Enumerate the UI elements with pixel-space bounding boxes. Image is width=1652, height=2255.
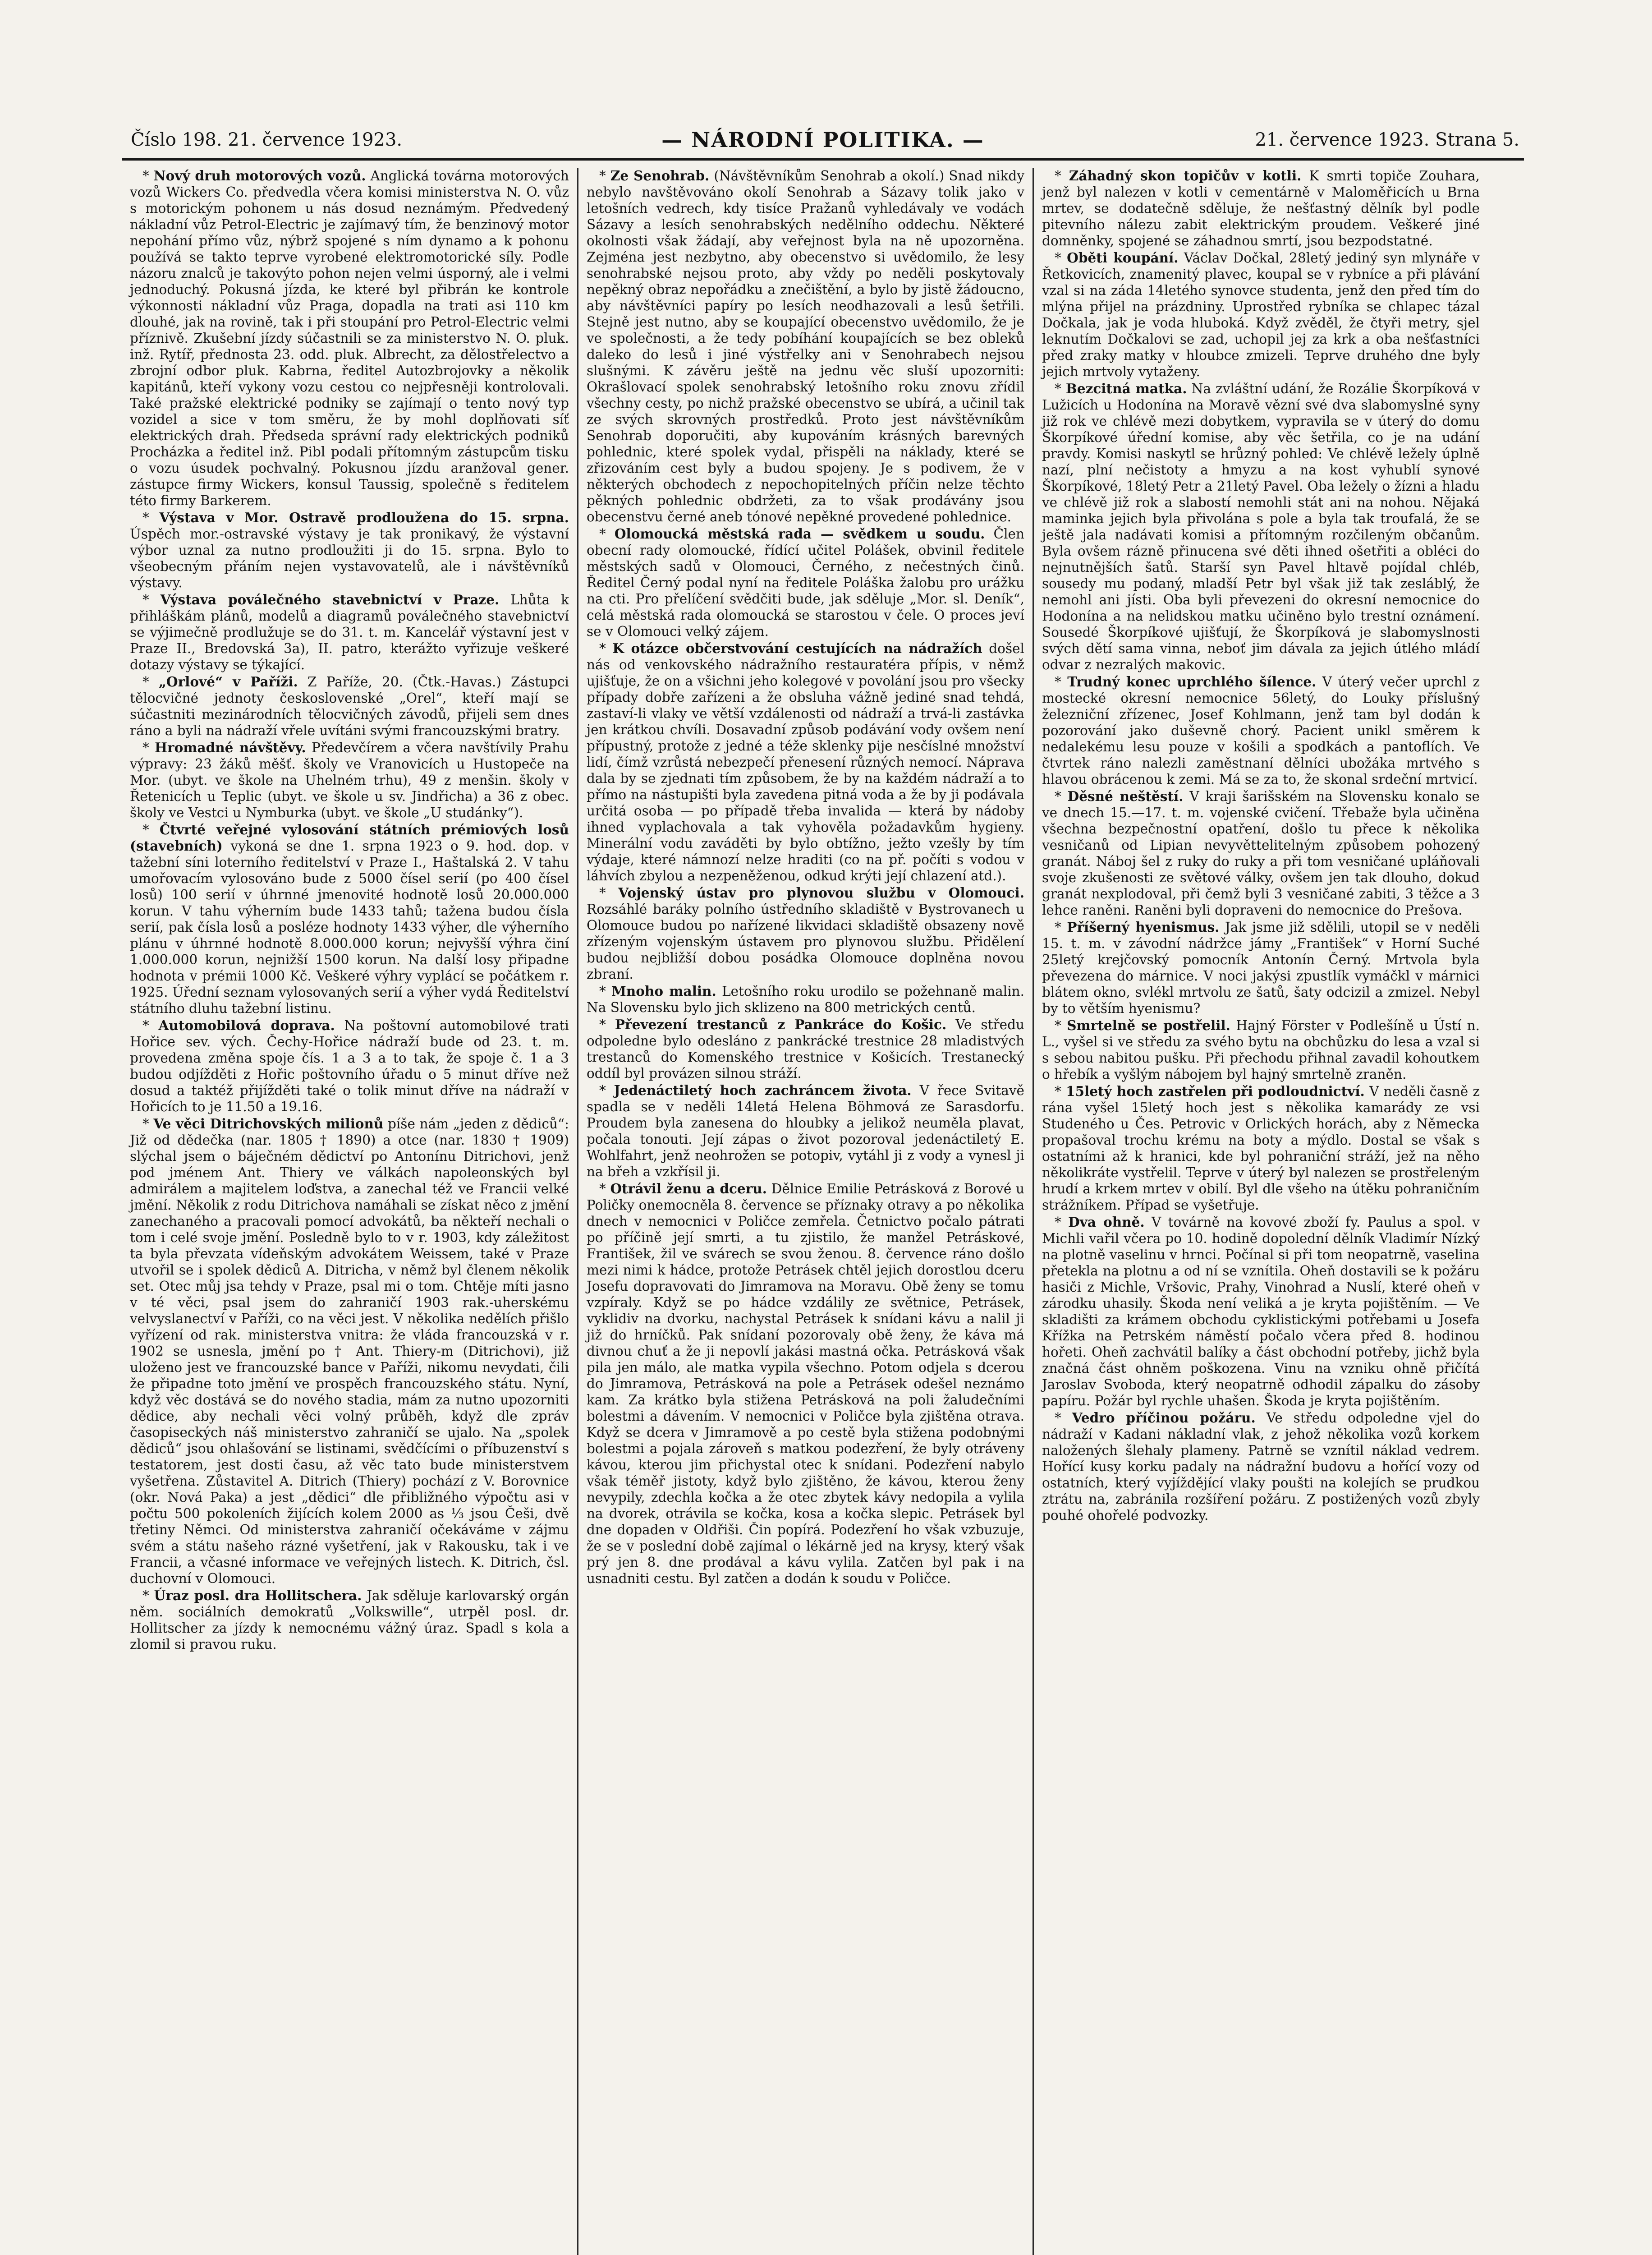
article-body: V řece Svitavě spadla se v neděli 14letá Helena Böhmová ze Sarasdorfu. Proudem byla zanesena do hloubky a jelikož neuměla plavat, počala tonouti. Její zápas o život pozoroval jedenáctiletý E. Wohlfahrt, jenž neohrožen se potopiv, vytáhl ji z vody a vynesl ji na břeh a vzkřísil ji.: [587, 1083, 1024, 1179]
article: * Děsné neštěstí. V kraji šarišském na Slovensku konalo se ve dnech 15.—17. t. m. vojenské cvičení. Třebaže byla učiněna všechna bezpečnostní opatření, došlo tu přece k několika vesničanů od Lipian nevyvěttelitelným způsobem pohozený granát. Náboj šel z ruky do ruky a při tom vesničané upláňovali svoje zkušenosti ze světové války, ovšem jen tak dlouho, dokud granát nexplodoval, při čemž byli 3 vesničané zabiti, 3 těžce a 3 lehce raněni. Raněni byli dopraveni do nemocnice do Prešova.: [1042, 788, 1480, 918]
article-headline: Mnoho malin.: [611, 983, 716, 999]
issue-number: Číslo 198. 21. července 1923.: [131, 129, 403, 150]
article-body: (Návštěvníkům Senohrab a okolí.) Snad nikdy nebylo navštěvováno okolí Senohrab a Sázavy tolik jako v letošních vedrech, kdy tisíce Pražanů vyhledávaly ve vodách Sázavy a lesích senohrabských nedělního oddechu. Některé okolnosti však žádají, aby veřejnost byla na ně upozorněna. Zejména jest nezbytno, aby obecenstvo si uvědomilo, že lesy senohrabské nejsou proto, aby vždy po neděli poskytovaly nepěkný obraz nepořádku a znečištění, a bylo by jistě žádoucno, aby návštěvníci papíry po lesích neodhazovali a lesů šetřili. Stejně jest nutno, aby se koupající obecenstvo uvědomilo, že je ve společnosti, a že tedy pobíhání koupajících se bez obleků daleko do lesů i jiné výstřelky ani v Senohrabech nejsou slušnými. K závěru ještě na jednu věc sluší upozorniti: Okrašlovací spolek senohrabský letošního roku znovu zřídil všechny cesty, po nichž pražské obecenstvo se ubírá, a učinil tak ze svých skrovných prostředků. Proto jest návštěvníkům Senohrab doporučiti, aby kupováním krásných barevných pohlednic, které spolek vydal, přispěli na náklady, které se zřizováním cest byly a budou spojeny. Je s podivem, že v některých obchodech z nepochopitelných příčin nelze těchto pěkných pohlednic obdržeti, za to však prodávány jsou obecenstvu černé aneb tónové nepěkné provedené pohlednice.: [587, 168, 1024, 525]
column-2: [577, 168, 1032, 2255]
article-headline: Jedenáctiletý hoch zachráncem života.: [614, 1082, 912, 1098]
article-body: V neděli časně z rána vyšel 15letý hoch jest s několika kamarády ze vsi Studeného u Čes. Petrovic v Orlických horách, aby z Německa propašoval trochu krému na boty a mýdlo. Dostal se však s ostatními až k hranici, kde byl pohraniční stráží, jež na něho několikráte vystřelil. Teprve v úterý byl nalezen se prostřeleným hrudí a krkem mrtev v obilí. Byl dle všeho na útěku pohraničním strážníkem. Případ se vyšetřuje.: [1042, 1084, 1480, 1213]
article-headline: Ze Senohrab.: [610, 168, 710, 184]
article-body: Jak jsme již sdělili, utopil se v neděli 15. t. m. v závodní nádržce jámy „František“ v Horní Suché 25letý krejčovský pomocník Antonín Černý. Mrtvola byla převezena do márnice. V noci jakýsi zpustlík vymáčkl v márnici blátem oknо, svlékl mrtvolu ze šatů, šaty odcizil a zmizel. Nebyl by to větším hyenismu?: [1042, 920, 1480, 1016]
article: * Vedro příčinou požáru. Ve středu odpoledne vjel do nádraží v Kadani nákladní vlak, z jehož několika vozů korkem naložených šlehaly plameny. Patrně se vznítil náklad vedrem. Hořící kusy korku padaly na nádražní budovu a hořící vozy od ostatních, který vyjíždějící vlaky poušti na kolejích se prudkou ztrátu na, zabránila rozšíření požáru. Z postižených vozů zbyly pouhé ohořelé podvozky.: [1042, 1410, 1480, 1523]
article-body: Jak sděluje karlovarský orgán něm. sociálních demokratů „Volkswille“, utrpěl posl. dr. Hollitscher za jízdy k nemocnému vážný úraz. Spadl s kola a zlomil si pravou ruku.: [130, 1588, 569, 1652]
article-body: Úspěch mor.-ostravské výstavy je tak pronikavý, že výstavní výbor uznal za nutno prodloužiti ji do 15. srpna. Bylo to všeobecným přáním nejen vystavovatelů, ale i návštěvníků výstavy.: [130, 526, 569, 590]
article-body: píše nám „jeden z dědiců“: Již od dědečka (nar. 1805 † 1890) a otce (nar. 1830 † 1909) slýchal jsem o báječném dědictví po Antonínu Ditrichovi, jenž pod jménem Ant. Thiery ve válkách napoleonských byl admirálem a majitelem loďstva, a zanechal též ve Francii velké jmění. Několik z rodu Ditrichova namáhali se získat něco z jmění zanechaného a pracovali pomocí advokátů, ba někteří nechali o tom i celé svoje jmění. Posledně bylo to v r. 1903, kdy záležitost ta byla převzata vídeňským advokátem Weissem, také v Praze utvořil se i spolek dědiců A. Ditricha, v němž byl členem několik set. Otec můj jsa tehdy v Praze, psal mi o tom. Chtěje míti jasno v té věci, psal jsem do zahraničí 1903 rak.-uherskému velvyslanectví v Paříži, co na věci jest. V několika nedělích přišlo vyřízení od rak. ministerstva vnitra: že vláda francouzská v r. 1902 se usnesla, jmění po † Ant. Thiery-m (Ditrichovi), již uloženo jest ve francouzské bance v Paříži, nikomu nevydati, čili že připadne toto jmění ve prospěch francouzského státu. Nyní, když věc dostává se do nového stadia, mám za nutno upozorniti dědice, aby nechali věci volný průběh, když dle zpráv časopiseckých náš ministerstvo zahraničí se ujalo. Na „spolek dědiců“ jsou ohlašování se listinami, svědčícími o příbuzenství s testatorem, jest dosti času, až věc tato bude ministerstvem vyšetřena. Zůstavitel A. Ditrich (Thiery) pochází z V. Borovnice (okr. Nová Paka) a jest „dědici“ dle přibližného výpočtu asi v počtu 500 pokoleních žijících kolem 2000 as ⅓ jsou Češi, dvě třetiny Němci. Od ministerstva zahraničí očekáváme v zájmu svém a státu našeho rázné vyšetření, jak v Rakousku, tak i ve Francii, a včasné informace ve veřejných listech. K. Ditrich, čsl. duchovní v Olomouci.: [130, 1116, 569, 1586]
article-body: Dělnice Emilie Petrásková z Borové u Poličky onemocněla 8. července se příznaky otravy a po několika dnech v nemocnici v Poličce zemřela. Četnictvo počalo pátrati po příčině její smrti, a tu zjistilo, že manžel Petráskové, František, žil ve svárech se svou ženou. 8. července ráno došlo mezi nimi k hádce, protože Petrásek chtěl jejich dorostlou dceru Josefu dopravovati do Jimramova na Moravu. Obě ženy se tomu vzpíraly. Když se po hádce vzdálily ze světnice, Petrásek, vyklidiv na dvorku, nachystal Petrásek k snídani kávu a nalil ji již do hrníčků. Pak snídaní pozorovaly obě ženy, že káva má divnou chuť a že ji nepovlí jakási mastná očka. Petrásková však pila jen málo, ale matka vypila všechno. Potom odjela s dcerou do Jimramova, Petrásková na pole a Petrásek odešel neznámo kam. Za krátko byla stižena Petrásková na poli žaludečními bolestmi a dávením. V nemocnici v Poličce byla zjištěna otrava. Když se dcera v Jimramově a po cestě byla stižena podobnými bolestmi a pojala zároveň s matkou podezření, že byly otráveny kávou, kterou jim přichystal otec k snídani. Podezření nabylo však téměř jistoty, když bylo zjištěno, že kávou, kterou ženy nevypily, zdechla kočka a že otec zbytek kávy nedopila a vylila na dvorek, otrávila se kočka, kosa a kočka slepic. Petrásek byl dne dopaden v Oldřiši. Čin popírá. Podezření ho však vzbuzuje, že se v poslední době zajímal o lékárně jed na krysy, který však prý jen 8. dne prodával a kávu vylila. Zatčen byl pak i na usnadniti cestu. Byl zatčen a dodán k soudu v Poličce.: [587, 1181, 1025, 1586]
article-body: V kraji šarišském na Slovensku konalo se ve dnech 15.—17. t. m. vojenské cvičení. Třebaže byla učiněna všechna bezpečnostní opatření, došlo tu přece k několika vesničanů od Lipian nevyvěttelitelným způsobem pohozený granát. Náboj šel z ruky do ruky a při tom vesničané upláňovali svoje zkušenosti ze světové války, ovšem jen tak dlouho, dokud granát nexplodoval, při čemž byli 3 vesničané zabiti, 3 těžce a 3 lehce raněni. Raněni byli dopraveni do nemocnice do Prešova.: [1042, 789, 1480, 918]
article-headline: Vojenský ústav pro plynovou službu v Olomouci.: [618, 885, 1024, 901]
article-body: Z Paříže, 20. (Čtk.-Havas.) Zástupci tělocvičné jednoty československé „Orel“, kteří mají se súčastniti mezinárodních tělocvičných závodů, přijeli sem dnes ráno a byli na nádraží vřele uvítáni svými francouzskými bratry.: [130, 674, 569, 738]
article-columns: [122, 168, 1524, 2255]
article-headline: Výstava poválečného stavebnictví v Praze.: [160, 592, 500, 607]
article-body: Václav Dočkal, 28letý jediný syn mlynáře v Řetkovicích, znamenitý plavec, koupal se v rybníce a při plávání vzal si na záda 14letého synovce studenta, jenž den před tím do mlýna přijel na prázdniny. Uprostřed rybníka se chlapec tázal Dočkala, jak je voda hluboká. Když zvěděl, že čtyři metry, sjel leknutím Dočkalovi se zad, uchopil jej za krk a oba nešťastníci před zraky matky v hloubce zmizeli. Teprve druhého dne byly jejich mrtvoly vytaženy.: [1042, 250, 1480, 379]
article-headline: Trudný konec uprchlého šílence.: [1067, 674, 1317, 690]
page-header: [122, 126, 1524, 161]
article-headline: K otázce občerstvování cestujících na nádražích: [612, 640, 982, 656]
article-body: Na poštovní automobilové trati Hořice sev. vých. Čechy-Hořice nádraží bude od 23. t. m. provedena změna spoje čís. 1 a 3 a to tak, že spoje č. 1 a 3 budou odjížděti z Hořic poštovního úřadu o 5 minut dříve než dosud a taktéž přijížděti také o tolik minut dříve na nádraží v Hořicích to je 11.50 a 19.16.: [130, 1018, 569, 1114]
article-body: Na zvláštní udání, že Rozálie Škorpíková v Lužicích u Hodonína na Moravě vězní své dva slabomyslné syny již rok ve chlévě mezi dobytkem, vypravila se v úterý do domu Škorpíkové úřední komise, aby věc šetřila, co je na udání pravdy. Komisi naskytl se hrůzný pohled: Ve chlévě ležely úplně nazí, plní nečistoty a hmyzu a na kost vyhublí synové Škorpíkové, 18letý Petr a 21letý Pavel. Oba ležely o žízni a hladu ve chlévě již rok a slabostí nemohli stát ani na nohou. Nějaká maminka jejich byla přivolána s pole a byla tak troufalá, že se ještě jala nadávati komisi a přítomným rozčileným občanům. Byla ovšem rázně přinucena své děti ihned ošetřiti a obléci do nejnutnějších šatů. Starší syn Pavel hltavě pojídal chléb, sousedy mu podaný, mladší Petr byl však již tak zesláblý, že nemohl ani jísti. Oba byli převezeni do okresní nemocnice do Hodonína a na nelidskou matku učiněno bylo trestní oznámení. Sousedé Škorpíkové ujišťují, že Škorpíková je slabomyslnosti svých dětí sama vinna, neboť jim dávala za jejich útlého mládí odvar z nezralých makovic.: [1042, 381, 1480, 672]
article: * Olomoucká městská rada — svědkem u soudu. Člen obecní rady olomoucké, řídící učitel Polášek, obvinil ředitele městských sadů v Olomouci, Černého, z nečestných činů. Ředitel Černý podal nyní na ředitele Poláška žalobu pro urážku na cti. Pro přelíčení svědčiti bude, jak sděluje „Mor. sl. Deník“, celá městská rada olomoucká se starostou v čele. O proces jeví se v Olomouci velký zájem.: [587, 526, 1024, 639]
article-headline: Olomoucká městská rada — svědkem u soudu.: [614, 526, 985, 542]
date-page-number: 21. července 1923. Strana 5.: [1255, 129, 1519, 150]
article-body: Letošního roku urodilo se požehnaně malin. Na Slovensku bylo jich sklizeno na 800 metrických centů.: [587, 984, 1024, 1015]
article-body: Anglická továrna motorových vozů Wickers Co. předvedla včera komisi ministerstva N. O. vůz s motorickým pohonem u nás dosud neznámým. Předvedený nákladní vůz Petrol-Electric je zajímavý tím, že benzinový motor nepohání přímo vůz, nýbrž spojené s ním dynamo a k pohonu používá se takto teprve vyrobené elektromotorické síly. Podle názoru znalců je takovýto pohon nejen velmi úsporný, ale i velmi jednoduchý. Pokusná jízda, ke které byl přibrán ke kontrole výkonnosti nákladní vůz Praga, dopadla na trati asi 110 km dlouhé, jak na rovině, tak i při stoupání pro Petrol-Electric velmi příznivě. Zkušební jízdy súčastnili se za ministerstvo N. O. pluk. inž. Rytíř, přednosta 23. odd. pluk. Albrecht, za dělostřelectvo a zbrojní odbor pluk. Kabrna, ředitel Autozbrojovky a několik kapitánů, kteří vykony vozu cestou co nejpřesněji kontrolovali. Také pražské elektrické podniky se zajímají o tento nový typ vozidel a sice v tom směru, že by mohl doplňovati síť elektrických drah. Předseda správní rady elektrických podniků Procházka a ředitel inž. Pibl podali přítomným zástupcům tisku o vozu úsudek pochvalný. Pokusnou jízdu aranžoval gener. zástupce firmy Wickers, konsul Taussig, společně s ředitelem této firmy Barkerem.: [130, 168, 569, 508]
article-headline: Čtvrté veřejné vylosování státních prémiových losů (stavebních): [130, 822, 569, 854]
article-headline: Bezcitná matka.: [1065, 381, 1187, 396]
article: * Vojenský ústav pro plynovou službu v Olomouci. Rozsáhlé baráky polního ústředního skladiště v Bystrovanech u Olomouce budou po nařízené likvidaci skladiště obsazeny nově zřízeným vojenským ústavem pro plynovou službu. Přidělení budou nejbližší dobou posádka Olomouce doplněna novou zbraní.: [587, 885, 1024, 982]
article-headline: Automobilová doprava.: [158, 1017, 335, 1033]
article-body: V továrně na kovové zboží fy. Paulus a spol. v Michli vařil včera po 10. hodině dopolední dělník Vladimír Nízký na plotně vaselinu v hrnci. Počínal si při tom neopatrně, vaselina přetekla na plotnu a od ní se vznítila. Oheň dostavili se k požáru hasiči z Michle, Vršovic, Prahy, Vinohrad a Nuslí, které oheň v zárodku uhasily. Škoda není veliká a je kryta pojištěním. — Ve skladišti za krámem obchodu cyklistickými potřebami u Josefa Křížka na Petrském náměstí počalo včera před 8. hodinou hořeti. Oheň zachvátil balíky a část obchodní potřeby, jichž byla značná část ohněm poškozena. Vinu na vzniku ohně přičítá Jaroslav Svoboda, který neopatrně odhodil zápalku do zásoby papíru. Požár byl rychle uhašen. Škoda je kryta pojištěním.: [1042, 1215, 1480, 1408]
article-body: Předevčírem a včera navštívily Prahu výpravy: 23 žáků měšť. školy ve Vranovicích u Hustopeče na Mor. (ubyt. ve škole na Uhelném trhu), 49 z menšin. školy v Řetenicích u Teplic (ubyt. ve škole u sv. Jindřicha) a 36 z obec. školy ve Vestci u Nymburka (ubyt. ve škole „U studánky“).: [130, 740, 569, 820]
article-body: Hajný Förster v Podlešíně u Ústí n. L., vyšel si ve středu za svého bytu na obchůzku do lesa a vzal si s sebou nabitou pušku. Při přechodu přihnal zavadil kohoutkem o hřebík a vyšlým nábojem byl hajný smrtelně zraněn.: [1042, 1018, 1480, 1082]
article: * Otrávil ženu a dceru. Dělnice Emilie Petrásková z Borové u Poličky onemocněla 8. července se příznaky otravy a po několika dnech v nemocnici v Poličce zemřela. Četnictvo počalo pátrati po příčině její smrti, a tu zjistilo, že manžel Petráskové, František, žil ve svárech se svou ženou. 8. července ráno došlo mezi nimi k hádce, protože Petrásek chtěl jejich dorostlou dceru Josefu dopravovati do Jimramova na Moravu. Obě ženy se tomu vzpíraly. Když se po hádce vzdálily ze světnice, Petrásek, vyklidiv na dvorku, nachystal Petrásek k snídani kávu a nalil ji již do hrníčků. Pak snídaní pozorovaly obě ženy, že káva má divnou chuť a že ji nepovlí jakási mastná očka. Petrásková však pila jen málo, ale matka vypila všechno. Potom odjela s dcerou do Jimramova, Petrásková na pole a Petrásek odešel neznámo kam. Za krátko byla stižena Petrásková na poli žaludečními bolestmi a dávením. V nemocnici v Poličce byla zjištěna otrava. Když se dcera v Jimramově a po cestě byla stižena podobnými bolestmi a pojala zároveň s matkou podezření, že byly otráveny kávou, kterou jim přichystal otec k snídani. Podezření nabylo však téměř jistoty, když bylo zjištěno, že kávou, kterou ženy nevypily, zdechla kočka a že otec zbytek kávy nedopila a vylila na dvorek, otrávila se kočka, kosa a kočka slepic. Petrásek byl dne dopaden v Oldřiši. Čin popírá. Podezření ho však vzbuzuje, že se v poslední době zajímal o lékárně jed na krysy, který však prý jen 8. dne prodával a kávu vylila. Zatčen byl pak i na usnadniti cestu. Byl zatčen a dodán k soudu v Poličce.: [587, 1181, 1025, 1586]
article: * Ve věci Ditrichovských milionů píše nám „jeden z dědiců“: Již od dědečka (nar. 1805 † 1890) a otce (nar. 1830 † 1909) slýchal jsem o báječném dědictví po Antonínu Ditrichovi, jenž pod jménem Ant. Thiery ve válkách napoleonských byl admirálem a majitelem loďstva, a zanechal též ve Francii velké jmění. Několik z rodu Ditrichova namáhali se získat něco z jmění zanechaného a pracovali pomocí advokátů, ba někteří nechali o tom i celé svoje jmění. Posledně bylo to v r. 1903, kdy záležitost ta byla převzata vídeňským advokátem Weissem, také v Praze utvořil se i spolek dědiců A. Ditricha, v němž byl členem několik set. Otec můj jsa tehdy v Praze, psal mi o tom. Chtěje míti jasno v té věci, psal jsem do zahraničí 1903 rak.-uherskému velvyslanectví v Paříži, co na věci jest. V několika nedělích přišlo vyřízení od rak. ministerstva vnitra: že vláda francouzská v r. 1902 se usnesla, jmění po † Ant. Thiery-m (Ditrichovi), již uloženo jest ve francouzské bance v Paříži, nikomu nevydati, čili že připadne toto jmění ve prospěch francouzského státu. Nyní, když věc dostává se do nového stadia, mám za nutno upozorniti dědice, aby nechali věci volný průběh, když dle zpráv časopiseckých náš ministerstvo zahraničí se ujalo. Na „spolek dědiců“ jsou ohlašování se listinami, svědčícími o příbuzenství s testatorem, jest dosti času, až věc tato bude ministerstvem vyšetřena. Zůstavitel A. Ditrich (Thiery) pochází z V. Borovnice (okr. Nová Paka) a jest „dědici“ dle přibližného výpočtu asi v počtu 500 pokoleních žijících kolem 2000 as ⅓ jsou Češi, dvě třetiny Němci. Od ministerstva zahraničí očekáváme v zájmu svém a státu našeho rázné vyšetření, jak v Rakousku, tak i ve Francii, a včasné informace ve veřejných listech. K. Ditrich, čsl. duchovní v Olomouci.: [130, 1116, 569, 1586]
article: * Výstava v Mor. Ostravě prodloužena do 15. srpna. Úspěch mor.-ostravské výstavy je tak pronikavý, že výstavní výbor uznal za nutno prodloužiti ji do 15. srpna. Bylo to všeobecným přáním nejen vystavovatelů, ale i návštěvníků výstavy.: [130, 510, 569, 590]
article-body: vykoná se dne 1. srpna 1923 o 9. hod. dop. v tažební síni loterního ředitelství v Praze I., Haštalská 2. V tahu umořovacím vylosováno bude z 5000 čísel serií (po 400 čísel losů) 100 serií v úhrnné jmenovité hodnotě losů 20.000.000 korun. V tahu výherním bude 1433 tahů; tažena budou čísla serií, pak čísla losů a posléze hodnoty 1433 výher, dle výherního plánu v úhrnné hodnotě 8.000.000 korun; nejvyšší výhra činí 1.000.000 korun, nejnižší 1500 korun. Na další losy připadne hodnota v prémii 1000 Kč. Veškeré výhry vyplácí se počátkem r. 1925. Úřední seznam vylosovaných serií a výher vydá Ředitelství státního dluhu tažební listinu.: [130, 838, 569, 1016]
article-headline: Ve věci Ditrichovských milionů: [153, 1116, 384, 1132]
article-headline: Převezení trestanců z Pankráce do Košic.: [615, 1017, 947, 1032]
article-headline: Otrávil ženu a dceru.: [610, 1181, 767, 1197]
article-headline: Úraz posl. dra Hollitschera.: [154, 1588, 362, 1603]
article-headline: Oběti koupání.: [1067, 250, 1179, 266]
article-body: Rozsáhlé baráky polního ústředního skladiště v Bystrovanech u Olomouce budou po nařízené likvidaci skladiště obsazeny nově zřízeným vojenským ústavem pro plynovou službu. Přidělení budou nejbližší dobou posádka Olomouce doplněna novou zbraní.: [587, 902, 1024, 982]
article: * Čtvrté veřejné vylosování státních prémiových losů (stavebních) vykoná se dne 1. srpna 1923 o 9. hod. dop. v tažební síni loterního ředitelství v Praze I., Haštalská 2. V tahu umořovacím vylosováno bude z 5000 čísel serií (po 400 čísel losů) 100 serií v úhrnné jmenovité hodnotě losů 20.000.000 korun. V tahu výherním bude 1433 tahů; tažena budou čísla serií, pak čísla losů a posléze hodnoty 1433 výher, dle výherního plánu v úhrnné hodnotě 8.000.000 korun; nejvyšší výhra činí 1.000.000 korun, nejnižší 1500 korun. Na další losy připadne hodnota v prémii 1000 Kč. Veškeré výhry vyplácí se počátkem r. 1925. Úřední seznam vylosovaných serií a výher vydá Ředitelství státního dluhu tažební listinu.: [130, 822, 569, 1016]
article-body: Člen obecní rady olomoucké, řídící učitel Polášek, obvinil ředitele městských sadů v Olomouci, Černého, z nečestných činů. Ředitel Černý podal nyní na ředitele Poláška žalobu pro urážku na cti. Pro přelíčení svědčiti bude, jak sděluje „Mor. sl. Deník“, celá městská rada olomoucká se starostou v čele. O proces jeví se v Olomouci velký zájem.: [587, 526, 1024, 639]
article-headline: Nový druh motorových vozů.: [153, 168, 366, 184]
article: * Automobilová doprava. Na poštovní automobilové trati Hořice sev. vých. Čechy-Hořice nádraží bude od 23. t. m. provedena změna spoje čís. 1 a 3 a to tak, že spoje č. 1 a 3 budou odjížděti z Hořic poštovního úřadu o 5 minut dříve než dosud a taktéž přijížděti také o tolik minut dříve na nádraží v Hořicích to je 11.50 a 19.16.: [130, 1017, 569, 1114]
article: * Výstava poválečného stavebnictví v Praze. Lhůta k přihláškám plánů, modelů a diagramů poválečného stavebnictví se výjimečně prodlužuje se do 31. t. m. Kancelář výstavní jest v Praze II., Bredovská 3a), II. patro, kterážto vyřizuje veškeré dotazy výstavy se týkající.: [130, 592, 569, 672]
article: * Oběti koupání. Václav Dočkal, 28letý jediný syn mlynáře v Řetkovicích, znamenitý plavec, koupal se v rybníce a při plávání vzal si na záda 14letého synovce studenta, jenž den před tím do mlýna přijel na prázdniny. Uprostřed rybníka se chlapec tázal Dočkala, jak je voda hluboká. Když zvěděl, že čtyři metry, sjel leknutím Dočkalovi se zad, uchopil jej za krk a oba nešťastníci před zraky matky v hloubce zmizeli. Teprve druhého dne byly jejich mrtvoly vytaženy.: [1042, 250, 1480, 379]
article: * K otázce občerstvování cestujících na nádražích došel nás od venkovského nádražního restauratéra přípis, v němž ujišťuje, že on a všichni jeho kolegové v povolání jsou pro všecky případy dobře zařízeni a že obsluha vážně jediné snad tehdá, zastaví-li vlaky ve větší vzdálenosti od nádraží a trvá-li zastávka jen krátkou chvíli. Dosavadní způsob podávání vody ovšem není přípustný, protože z jedné a téže sklenky pije nesčíslné množství lidí, čímž vzrůstá nebezpečí přenesení různých nemocí. Náprava dala by se zjednati tím způsobem, že by na každém nádraží a to přímo na nástupišti byla zavedena pitná voda a že by ji podávala určitá osoba — po případě třeba invalida — která by nádoby ihned vyplachovala a tak vyhověla požadavkům hygieny. Minerální vodu zaváděti by bylo obtížno, ježto vzešly by tím výdaje, které námnozí nelze hraditi (co na př. počíti s vodou v láhvích zbylou a nezpeněženou, odkud krýti její chlazení atd.).: [587, 640, 1024, 884]
article-headline: Hromadné návštěvy.: [155, 740, 306, 755]
article-headline: Děsné neštěstí.: [1067, 788, 1184, 804]
column-1: [122, 168, 577, 2255]
article-headline: Vedro příčinou požáru.: [1072, 1410, 1256, 1426]
newspaper-page: [122, 126, 1524, 2255]
article: * Úraz posl. dra Hollitschera. Jak sděluje karlovarský orgán něm. sociálních demokratů „Volkswille“, utrpěl posl. dr. Hollitscher za jízdy k nemocnému vážný úraz. Spadl s kola a zlomil si pravou ruku.: [130, 1588, 569, 1652]
article: * Záhadný skon topičův v kotli. K smrti topiče Zouhara, jenž byl nalezen v kotli v cementárně v Maloměřicích u Brna mrtev, se dodatečně sděluje, že nešťastný dělník byl podle pitevního nálezu zabit elektrickým proudem. Veškeré jiné domněnky, spojené se záhadnou smrtí, jsou bezpodstatné.: [1042, 168, 1480, 249]
article: * Ze Senohrab. (Návštěvníkům Senohrab a okolí.) Snad nikdy nebylo navštěvováno okolí Senohrab a Sázavy tolik jako v letošních vedrech, kdy tisíce Pražanů vyhledávaly ve vodách Sázavy a lesích senohrabských nedělního oddechu. Některé okolnosti však žádají, aby veřejnost byla na ně upozorněna. Zejména jest nezbytno, aby obecenstvo si uvědomilo, že lesy senohrabské nejsou proto, aby vždy po neděli poskytovaly nepěkný obraz nepořádku a znečištění, a bylo by jistě žádoucno, aby návštěvníci papíry po lesích neodhazovali a lesů šetřili. Stejně jest nutno, aby se koupající obecenstvo uvědomilo, že je ve společnosti, a že tedy pobíhání koupajících se bez obleků daleko do lesů i jiné výstřelky ani v Senohrabech nejsou slušnými. K závěru ještě na jednu věc sluší upozorniti: Okrašlovací spolek senohrabský letošního roku znovu zřídil všechny cesty, po nichž pražské obecenstvo se ubírá, a učinil tak ze svých skrovných prostředků. Proto jest návštěvníkům Senohrab doporučiti, aby kupováním krásných barevných pohlednic, které spolek vydal, přispěli na náklady, které se zřizováním cest byly a budou spojeny. Je s podivem, že v některých obchodech z nepochopitelných příčin nelze těchto pěkných pohlednic obdržeti, za to však prodávány jsou obecenstvu černé aneb tónové nepěkné provedené pohlednice.: [587, 168, 1024, 525]
article: * Jedenáctiletý hoch zachráncem života. V řece Svitavě spadla se v neděli 14letá Helena Böhmová ze Sarasdorfu. Proudem byla zanesena do hloubky a jelikož neuměla plavat, počala tonouti. Její zápas o život pozoroval jedenáctiletý E. Wohlfahrt, jenž neohrožen se potopiv, vytáhl ji z vody a vynesl ji na břeh a vzkřísil ji.: [587, 1082, 1024, 1179]
article-body: Lhůta k přihláškám plánů, modelů a diagramů poválečného stavebnictví se výjimečně prodlužuje se do 31. t. m. Kancelář výstavní jest v Praze II., Bredovská 3a), II. patro, kterážto vyřizuje veškeré dotazy výstavy se týkající.: [130, 592, 569, 672]
article-headline: Záhadný skon topičův v kotli.: [1069, 168, 1302, 184]
article-headline: Výstava v Mor. Ostravě prodloužena do 15. srpna.: [159, 510, 569, 525]
article: * Mnoho malin. Letošního roku urodilo se požehnaně malin. Na Slovensku bylo jich sklizeno na 800 metrických centů.: [587, 983, 1024, 1015]
article: * Příšerný hyenismus. Jak jsme již sdělili, utopil se v neděli 15. t. m. v závodní nádržce jámy „František“ v Horní Suché 25letý krejčovský pomocník Antonín Černý. Mrtvola byla převezena do márnice. V noci jakýsi zpustlík vymáčkl v márnici blátem oknо, svlékl mrtvolu ze šatů, šaty odcizil a zmizel. Nebyl by to větším hyenismu?: [1042, 919, 1480, 1016]
article: * Nový druh motorových vozů. Anglická továrna motorových vozů Wickers Co. předvedla včera komisi ministerstva N. O. vůz s motorickým pohonem u nás dosud neznámým. Předvedený nákladní vůz Petrol-Electric je zajímavý tím, že benzinový motor nepohání přímo vůz, nýbrž spojené s ním dynamo a k pohonu používá se takto teprve vyrobené elektromotorické síly. Podle názoru znalců je takovýto pohon nejen velmi úsporný, ale i velmi jednoduchý. Pokusná jízda, ke které byl přibrán ke kontrole výkonnosti nákladní vůz Praga, dopadla na trati asi 110 km dlouhé, jak na rovině, tak i při stoupání pro Petrol-Electric velmi příznivě. Zkušební jízdy súčastnili se za ministerstvo N. O. pluk. inž. Rytíř, přednosta 23. odd. pluk. Albrecht, za dělostřelectvo a zbrojní odbor pluk. Kabrna, ředitel Autozbrojovky a několik kapitánů, kteří vykony vozu cestou co nejpřesněji kontrolovali. Také pražské elektrické podniky se zajímají o tento nový typ vozidel a sice v tom směru, že by mohl doplňovati síť elektrických drah. Předseda správní rady elektrických podniků Procházka a ředitel inž. Pibl podali přítomným zástupcům tisku o vozu úsudek pochvalný. Pokusnou jízdu aranžoval gener. zástupce firmy Wickers, konsul Taussig, společně s ředitelem této firmy Barkerem.: [130, 168, 569, 508]
article-headline: Smrtelně se postřelil.: [1067, 1017, 1230, 1033]
article: * Převezení trestanců z Pankráce do Košic. Ve středu odpoledne bylo odesláno z pankrácké trestnice 28 mladistvých trestanců do Komenského trestnice v Košicích. Trestanecký oddíl byl provázen silnou stráží.: [587, 1017, 1024, 1081]
article: * Dva ohně. V továrně na kovové zboží fy. Paulus a spol. v Michli vařil včera po 10. hodině dopolední dělník Vladimír Nízký na plotně vaselinu v hrnci. Počínal si při tom neopatrně, vaselina přetekla na plotnu a od ní se vznítila. Oheň dostavili se k požáru hasiči z Michle, Vršovic, Prahy, Vinohrad a Nuslí, které oheň v zárodku uhasily. Škoda není veliká a je kryta pojištěním. — Ve skladišti za krámem obchodu cyklistickými potřebami u Josefa Křížka na Petrském náměstí počalo včera před 8. hodinou hořeti. Oheň zachvátil balíky a část obchodní potřeby, jichž byla značná část ohněm poškozena. Vinu na vzniku ohně přičítá Jaroslav Svoboda, který neopatrně odhodil zápalku do zásoby papíru. Požár byl rychle uhašen. Škoda je kryta pojištěním.: [1042, 1214, 1480, 1408]
article: * Bezcitná matka. Na zvláštní udání, že Rozálie Škorpíková v Lužicích u Hodonína na Moravě vězní své dva slabomyslné syny již rok ve chlévě mezi dobytkem, vypravila se v úterý do domu Škorpíkové úřední komise, aby věc šetřila, co je na udání pravdy. Komisi naskytl se hrůzný pohled: Ve chlévě ležely úplně nazí, plní nečistoty a hmyzu a na kost vyhublí synové Škorpíkové, 18letý Petr a 21letý Pavel. Oba ležely o žízni a hladu ve chlévě již rok a slabostí nemohli stát ani na nohou. Nějaká maminka jejich byla přivolána s pole a byla tak troufalá, že se ještě jala nadávati komisi a přítomným rozčileným občanům. Byla ovšem rázně přinucena své děti ihned ošetřiti a obléci do nejnutnějších šatů. Starší syn Pavel hltavě pojídal chléb, sousedy mu podaný, mladší Petr byl však již tak zesláblý, že nemohl ani jísti. Oba byli převezeni do okresní nemocnice do Hodonína a na nelidskou matku učiněno bylo trestní oznámení. Sousedé Škorpíkové ujišťují, že Škorpíková je slabomyslnosti svých dětí sama vinna, neboť jim dávala za jejich útlého mládí odvar z nezralých makovic.: [1042, 381, 1480, 672]
article: * Smrtelně se postřelil. Hajný Förster v Podlešíně u Ústí n. L., vyšel si ve středu za svého bytu na obchůzku do lesa a vzal si s sebou nabitou pušku. Při přechodu přihnal zavadil kohoutkem o hřebík a vyšlým nábojem byl hajný smrtelně zraněn.: [1042, 1017, 1480, 1082]
article-headline: „Orlové“ v Paříži.: [158, 674, 298, 690]
article: * Trudný konec uprchlého šílence. V úterý večer uprchl z mostecké okresní nemocnice 56letý, do Louky příslušný železniční zřízenec, Josef Kohlmann, jenž tam byl dodán k pozorování jako duševně chorý. Pacient unikl směrem k nedalekému lesu pouze v košili a spodkách a pantoflích. Ve čtvrtek ráno nalezli zaměstnaní dělníci ubožáka mrtvého s hlavou obrácenou k zemi. Má se za to, že skonal srdeční mrtvicí.: [1042, 674, 1480, 787]
article: * 15letý hoch zastřelen při podloudnictví. V neděli časně z rána vyšel 15letý hoch jest s několika kamarády ze vsi Studeného u Čes. Petrovic v Orlických horách, aby z Německa propašoval trochu krému na boty a mýdlo. Dostal se však s ostatními až k hranici, kde byl pohraniční stráží, jež na něho několikráte vystřelil. Teprve v úterý byl nalezen se prostřeleným hrudí a krkem mrtev v obilí. Byl dle všeho na útěku pohraničním strážníkem. Případ se vyšetřuje.: [1042, 1083, 1480, 1213]
article: * Hromadné návštěvy. Předevčírem a včera navštívily Prahu výpravy: 23 žáků měšť. školy ve Vranovicích u Hustopeče na Mor. (ubyt. ve škole na Uhelném trhu), 49 z menšin. školy v Řetenicích u Teplic (ubyt. ve škole u sv. Jindřicha) a 36 z obec. školy ve Vestci u Nymburka (ubyt. ve škole „U studánky“).: [130, 740, 569, 820]
masthead: — NÁRODNÍ POLITIKA. —: [661, 128, 984, 152]
article-headline: 15letý hoch zastřelen při podloudnictví.: [1066, 1083, 1365, 1099]
column-3: [1032, 168, 1488, 2255]
article-body: došel nás od venkovského nádražního restauratéra přípis, v němž ujišťuje, že on a všichni jeho kolegové v povolání jsou pro všecky případy dobře zařízeni a že obsluha vážně jediné snad tehdá, zastaví-li vlaky ve větší vzdálenosti od nádraží a trvá-li zastávka jen krátkou chvíli. Dosavadní způsob podávání vody ovšem není přípustný, protože z jedné a téže sklenky pije nesčíslné množství lidí, čímž vzrůstá nebezpečí přenesení různých nemocí. Náprava dala by se zjednati tím způsobem, že by na každém nádraží a to přímo na nástupišti byla zavedena pitná voda a že by ji podávala určitá osoba — po případě třeba invalida — která by nádoby ihned vyplachovala a tak vyhověla požadavkům hygieny. Minerální vodu zaváděti by bylo obtížno, ježto vzešly by tím výdaje, které námnozí nelze hraditi (co na př. počíti s vodou v láhvích zbylou a nezpeněženou, odkud krýti její chlazení atd.).: [587, 641, 1024, 884]
article-body: K smrti topiče Zouhara, jenž byl nalezen v kotli v cementárně v Maloměřicích u Brna mrtev, se dodatečně sděluje, že nešťastný dělník byl podle pitevního nálezu zabit elektrickým proudem. Veškeré jiné domněnky, spojené se záhadnou smrtí, jsou bezpodstatné.: [1042, 168, 1480, 249]
article-headline: Příšerný hyenismus.: [1067, 919, 1220, 935]
article-body: V úterý večer uprchl z mostecké okresní nemocnice 56letý, do Louky příslušný železniční zřízenec, Josef Kohlmann, jenž tam byl dodán k pozorování jako duševně chorý. Pacient unikl směrem k nedalekému lesu pouze v košili a spodkách a pantoflích. Ve čtvrtek ráno nalezli zaměstnaní dělníci ubožáka mrtvého s hlavou obrácenou k zemi. Má se za to, že skonal srdeční mrtvicí.: [1042, 674, 1480, 787]
article: * „Orlové“ v Paříži. Z Paříže, 20. (Čtk.-Havas.) Zástupci tělocvičné jednoty československé „Orel“, kteří mají se súčastniti mezinárodních tělocvičných závodů, přijeli sem dnes ráno a byli na nádraží vřele uvítáni svými francouzskými bratry.: [130, 674, 569, 738]
article-headline: Dva ohně.: [1068, 1214, 1145, 1230]
article-body: Ve středu odpoledne vjel do nádraží v Kadani nákladní vlak, z jehož několika vozů korkem naložených šlehaly plameny. Patrně se vznítil náklad vedrem. Hořící kusy korku padaly na nádražní budovu a hořící vozy od ostatních, který vyjíždějící vlaky poušti na kolejích se prudkou ztrátu na, zabránila rozšíření požáru. Z postižených vozů zbyly pouhé ohořelé podvozky.: [1042, 1410, 1480, 1523]
article-body: Ve středu odpoledne bylo odesláno z pankrácké trestnice 28 mladistvých trestanců do Komenského trestnice v Košicích. Trestanecký oddíl byl provázen silnou stráží.: [587, 1017, 1024, 1081]
